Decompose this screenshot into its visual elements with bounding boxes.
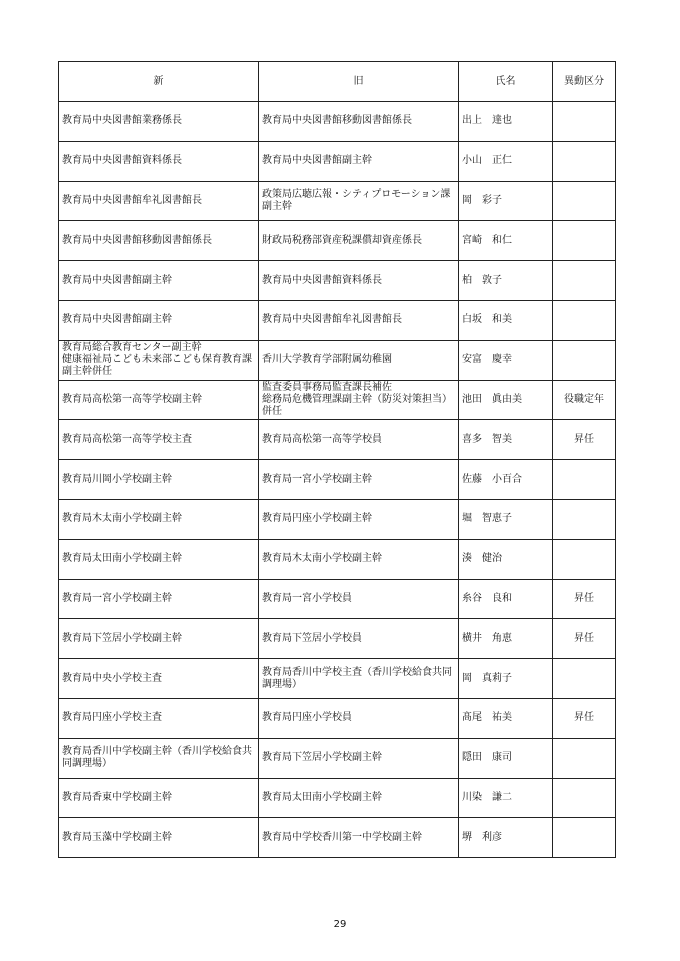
employee-name-cell: 横井 角恵 <box>459 619 553 659</box>
employee-name-cell: 小山 正仁 <box>459 141 553 181</box>
old-position-cell: 教育局円座小学校員 <box>259 698 459 738</box>
old-position-cell: 教育局太田南小学校副主幹 <box>259 778 459 818</box>
new-position-cell: 教育局下笠居小学校副主幹 <box>59 619 259 659</box>
transfer-type-cell <box>553 300 616 340</box>
new-position-cell: 教育局中央図書館副主幹 <box>59 300 259 340</box>
transfer-type-cell: 昇任 <box>553 698 616 738</box>
header-old: 旧 <box>259 62 459 102</box>
employee-name-cell: 柏 敦子 <box>459 261 553 301</box>
employee-name-cell: 堺 利彦 <box>459 818 553 858</box>
transfer-type-cell: 昇任 <box>553 420 616 460</box>
transfer-type-cell <box>553 818 616 858</box>
table-header-row <box>59 62 616 102</box>
new-position-cell: 教育局中央図書館資料係長 <box>59 141 259 181</box>
table-row <box>59 102 616 142</box>
old-position-cell: 政策局広聴広報・シティプロモーション課副主幹 <box>259 181 459 221</box>
old-position-cell: 教育局中央図書館牟礼図書館長 <box>259 300 459 340</box>
table-body <box>59 102 616 858</box>
employee-name-cell: 宮崎 和仁 <box>459 221 553 261</box>
table-row <box>59 420 616 460</box>
old-position-cell: 教育局下笠居小学校員 <box>259 619 459 659</box>
table-row <box>59 738 616 778</box>
transfer-type-cell: 昇任 <box>553 579 616 619</box>
table-row <box>59 539 616 579</box>
new-position-cell: 教育局一宮小学校副主幹 <box>59 579 259 619</box>
new-position-cell: 教育局中央図書館副主幹 <box>59 261 259 301</box>
old-position-cell: 教育局円座小学校副主幹 <box>259 499 459 539</box>
table-row <box>59 460 616 500</box>
new-position-cell: 教育局高松第一高等学校副主幹 <box>59 380 259 420</box>
employee-name-cell: 川染 謙二 <box>459 778 553 818</box>
transfer-type-cell <box>553 141 616 181</box>
old-position-cell: 教育局一宮小学校副主幹 <box>259 460 459 500</box>
table-row <box>59 261 616 301</box>
table-row <box>59 818 616 858</box>
new-position-cell: 教育局高松第一高等学校主査 <box>59 420 259 460</box>
employee-name-cell: 隠田 康司 <box>459 738 553 778</box>
old-position-cell: 教育局中央図書館副主幹 <box>259 141 459 181</box>
old-position-cell: 教育局中央図書館移動図書館係長 <box>259 102 459 142</box>
employee-name-cell: 湊 健治 <box>459 539 553 579</box>
table-row <box>59 698 616 738</box>
new-position-cell: 教育局中央図書館移動図書館係長 <box>59 221 259 261</box>
old-position-cell: 教育局高松第一高等学校員 <box>259 420 459 460</box>
table-row <box>59 659 616 699</box>
transfer-type-cell <box>553 659 616 699</box>
new-position-cell: 教育局中央図書館業務係長 <box>59 102 259 142</box>
new-position-cell: 教育局木太南小学校副主幹 <box>59 499 259 539</box>
new-position-cell: 教育局円座小学校主査 <box>59 698 259 738</box>
employee-name-cell: 岡 彩子 <box>459 181 553 221</box>
table-row <box>59 380 616 420</box>
old-position-cell: 教育局下笠居小学校副主幹 <box>259 738 459 778</box>
table-row <box>59 499 616 539</box>
old-position-cell: 教育局中央図書館資料係長 <box>259 261 459 301</box>
transfer-type-cell <box>553 181 616 221</box>
transfer-type-cell <box>553 539 616 579</box>
old-position-cell: 教育局中学校香川第一中学校副主幹 <box>259 818 459 858</box>
new-position-cell: 教育局中央図書館牟礼図書館長 <box>59 181 259 221</box>
new-position-cell: 教育局川岡小学校副主幹 <box>59 460 259 500</box>
employee-name-cell: 安富 慶幸 <box>459 340 553 380</box>
employee-name-cell: 佐藤 小百合 <box>459 460 553 500</box>
table-row <box>59 579 616 619</box>
table-row <box>59 778 616 818</box>
transfer-type-cell <box>553 738 616 778</box>
employee-name-cell: 池田 眞由美 <box>459 380 553 420</box>
transfer-type-cell <box>553 460 616 500</box>
old-position-cell: 財政局税務部資産税課償却資産係長 <box>259 221 459 261</box>
transfer-type-cell <box>553 261 616 301</box>
old-position-cell: 教育局香川中学校主査（香川学校給食共同調理場） <box>259 659 459 699</box>
transfer-type-cell <box>553 102 616 142</box>
employee-name-cell: 髙尾 祐美 <box>459 698 553 738</box>
transfer-type-cell: 役職定年 <box>553 380 616 420</box>
employee-name-cell: 岡 真莉子 <box>459 659 553 699</box>
old-position-cell: 香川大学教育学部附属幼稚園 <box>259 340 459 380</box>
transfer-type-cell <box>553 499 616 539</box>
header-transfer-type: 異動区分 <box>553 62 616 102</box>
new-position-cell: 教育局香川中学校副主幹（香川学校給食共同調理場） <box>59 738 259 778</box>
new-position-cell: 教育局中央小学校主査 <box>59 659 259 699</box>
transfer-type-cell <box>553 340 616 380</box>
table-row <box>59 221 616 261</box>
employee-name-cell: 糸谷 良和 <box>459 579 553 619</box>
new-position-cell: 教育局太田南小学校副主幹 <box>59 539 259 579</box>
transfer-type-cell <box>553 221 616 261</box>
old-position-cell: 教育局一宮小学校員 <box>259 579 459 619</box>
employee-name-cell: 出上 達也 <box>459 102 553 142</box>
employee-name-cell: 白坂 和美 <box>459 300 553 340</box>
new-position-cell: 教育局総合教育センター副主幹 健康福祉局こども未来部こども保育教育課副主幹併任 <box>59 340 259 380</box>
table-row <box>59 141 616 181</box>
header-name: 氏名 <box>459 62 553 102</box>
transfer-type-cell <box>553 778 616 818</box>
employee-name-cell: 堀 智恵子 <box>459 499 553 539</box>
page-number: 29 <box>333 919 347 930</box>
new-position-cell: 教育局香東中学校副主幹 <box>59 778 259 818</box>
new-position-cell: 教育局玉藻中学校副主幹 <box>59 818 259 858</box>
employee-name-cell: 喜多 智美 <box>459 420 553 460</box>
table-row <box>59 340 616 380</box>
personnel-transfer-table <box>58 61 616 858</box>
old-position-cell: 監査委員事務局監査課長補佐 総務局危機管理課副主幹（防災対策担当）併任 <box>259 380 459 420</box>
table-row <box>59 300 616 340</box>
table-row <box>59 619 616 659</box>
header-new: 新 <box>59 62 259 102</box>
table-row <box>59 181 616 221</box>
old-position-cell: 教育局木太南小学校副主幹 <box>259 539 459 579</box>
transfer-type-cell: 昇任 <box>553 619 616 659</box>
